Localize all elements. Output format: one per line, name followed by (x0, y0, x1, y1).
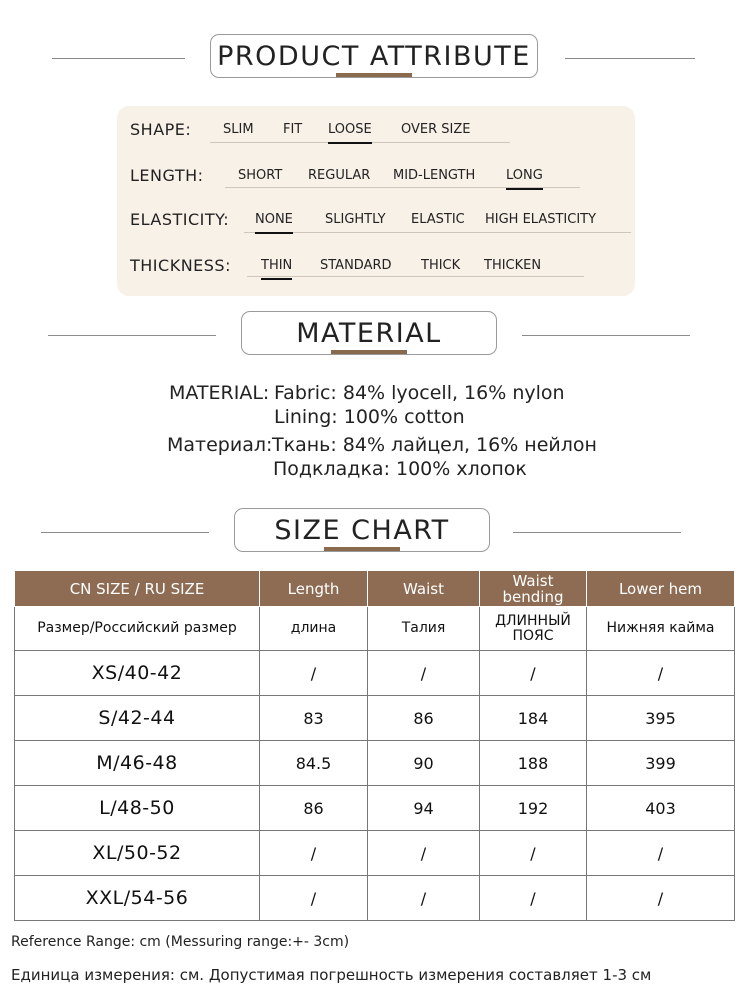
cell-waist-bending: / (480, 651, 587, 696)
table-row (15, 651, 735, 696)
cell-size: L/48-50 (15, 786, 260, 831)
product-attribute-header (0, 34, 750, 84)
cell-length: 84.5 (260, 741, 368, 786)
cell-waist-bending: / (480, 876, 587, 921)
cell-waist-bending: 188 (480, 741, 587, 786)
size-chart-table (14, 570, 735, 921)
header-length: Length (260, 571, 368, 607)
cell-waist: / (368, 876, 480, 921)
section-title: SIZE CHART (274, 514, 450, 546)
note-reference-range-ru: Единица измерения: см. Допустимая погрешность измерения составляет 1-3 см (11, 966, 652, 984)
table-row (15, 786, 735, 831)
option-mid-length: MID-LENGTH (393, 168, 476, 183)
material-label-en: MATERIAL: (169, 382, 270, 404)
note-reference-range-en: Reference Range: cm (Messuring range:+- 3cm) (11, 934, 350, 950)
option-short: SHORT (238, 168, 283, 183)
attribute-row-length (130, 166, 630, 196)
ru-header-waist-bending: ДЛИННЫЙ ПОЯС (480, 607, 587, 651)
header-size: CN SIZE / RU SIZE (15, 571, 260, 607)
header-rule-left (52, 58, 185, 59)
header-rule-left (48, 335, 216, 336)
cell-size: S/42-44 (15, 696, 260, 741)
title-accent-bar (331, 350, 407, 354)
option-high-elasticity: HIGH ELASTICITY (485, 212, 597, 227)
ru-header-waist: Талия (368, 607, 480, 651)
material-fabric-en: Fabric: 84% lyocell, 16% nylon (274, 382, 565, 404)
attribute-label: LENGTH: (130, 166, 204, 185)
cell-waist: 94 (368, 786, 480, 831)
cell-waist-bending: / (480, 831, 587, 876)
material-lining-en: Lining: 100% cotton (274, 406, 465, 428)
cell-lower-hem: 403 (587, 786, 735, 831)
title-accent-bar (336, 73, 412, 77)
section-title-pill (234, 508, 490, 552)
attribute-underline (247, 276, 584, 277)
table-header-row (15, 571, 735, 607)
cell-waist: 90 (368, 741, 480, 786)
cell-length: 83 (260, 696, 368, 741)
table-row (15, 741, 735, 786)
section-title: MATERIAL (296, 317, 442, 349)
cell-length: / (260, 876, 368, 921)
cell-waist: / (368, 831, 480, 876)
attribute-row-shape (130, 120, 630, 150)
cell-size: M/46-48 (15, 741, 260, 786)
option-over-size: OVER SIZE (401, 122, 471, 137)
option-slim: SLIM (223, 122, 254, 137)
title-accent-bar (324, 547, 400, 551)
option-long-selected: LONG (506, 168, 543, 183)
cell-waist: / (368, 651, 480, 696)
option-fit: FIT (283, 122, 303, 137)
ru-header-length: длина (260, 607, 368, 651)
cell-size: XXL/54-56 (15, 876, 260, 921)
cell-waist: 86 (368, 696, 480, 741)
cell-lower-hem: 395 (587, 696, 735, 741)
header-rule-right (513, 532, 681, 533)
attribute-underline (244, 232, 631, 233)
cell-lower-hem: / (587, 831, 735, 876)
option-regular: REGULAR (308, 168, 371, 183)
table-row (15, 696, 735, 741)
cell-lower-hem: / (587, 876, 735, 921)
section-title-pill (241, 311, 497, 355)
section-title-pill (210, 34, 538, 78)
header-rule-right (522, 335, 690, 336)
attribute-row-thickness (130, 256, 610, 286)
cell-size: XL/50-52 (15, 831, 260, 876)
option-thin-selected: THIN (261, 258, 293, 273)
cell-lower-hem: / (587, 651, 735, 696)
option-none-selected: NONE (255, 212, 293, 227)
header-rule-left (41, 532, 209, 533)
cell-length: / (260, 651, 368, 696)
table-row (15, 831, 735, 876)
material-fabric-ru: Ткань: 84% лайцел, 16% нейлон (272, 434, 597, 456)
material-label-ru: Материал: (167, 434, 273, 456)
size-chart-header (0, 508, 750, 558)
option-elastic: ELASTIC (411, 212, 465, 227)
header-waist-bending: Waist bending (480, 571, 587, 607)
cell-lower-hem: 399 (587, 741, 735, 786)
material-lining-ru: Подкладка: 100% хлопок (273, 458, 527, 480)
header-rule-right (565, 58, 695, 59)
material-header (0, 311, 750, 361)
option-thicken: THICKEN (484, 258, 542, 273)
section-title: PRODUCT ATTRIBUTE (217, 40, 531, 72)
option-standard: STANDARD (320, 258, 392, 273)
cell-length: 86 (260, 786, 368, 831)
attribute-row-elasticity (130, 210, 635, 240)
attribute-label: ELASTICITY: (130, 210, 230, 229)
cell-waist-bending: 184 (480, 696, 587, 741)
ru-header-lower-hem: Нижняя кайма (587, 607, 735, 651)
header-waist: Waist (368, 571, 480, 607)
cell-length: / (260, 831, 368, 876)
option-slightly: SLIGHTLY (325, 212, 386, 227)
ru-header-size: Размер/Российский размер (15, 607, 260, 651)
option-thick: THICK (421, 258, 461, 273)
cell-size: XS/40-42 (15, 651, 260, 696)
attribute-label: SHAPE: (130, 120, 192, 139)
table-row (15, 876, 735, 921)
option-loose-selected: LOOSE (328, 122, 372, 137)
table-ru-header-row (15, 607, 735, 651)
attribute-label: THICKNESS: (130, 256, 231, 275)
header-lower-hem: Lower hem (587, 571, 735, 607)
product-attribute-panel (117, 106, 635, 296)
cell-waist-bending: 192 (480, 786, 587, 831)
